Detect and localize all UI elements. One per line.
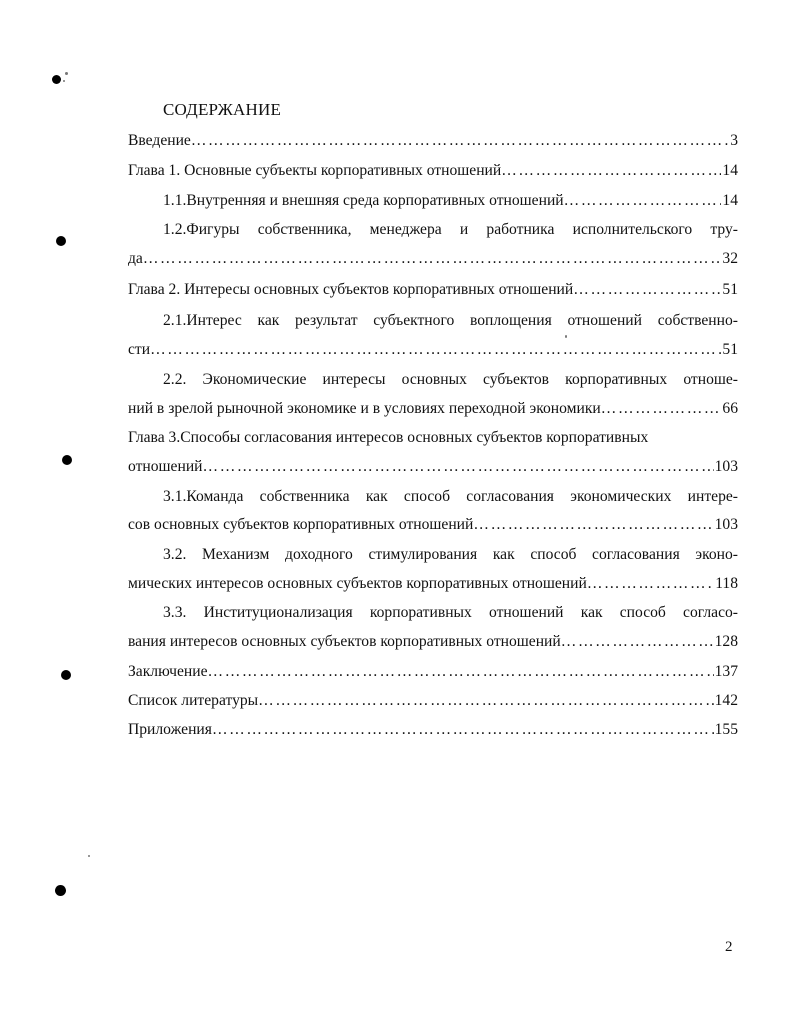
dot-leader: [501, 160, 721, 182]
toc-entry-text: 1.1.Внутренняя и внешняя среда корпоративных отношений: [163, 192, 564, 209]
toc-entry-chapter-2: [128, 279, 738, 301]
toc-entry-page: 142: [714, 692, 738, 709]
punch-hole-mark: [55, 885, 66, 896]
scan-speck: [88, 855, 90, 857]
scan-speck: [63, 80, 65, 82]
toc-entry-section-3-2-line-1: [163, 544, 738, 566]
toc-entry-introduction: [128, 130, 738, 152]
toc-entry-conclusion: [128, 661, 738, 683]
toc-entry-page: 103: [714, 516, 738, 533]
page-number: 2: [725, 939, 733, 955]
dot-leader: [150, 339, 721, 361]
toc-entry-page: 14: [722, 192, 738, 209]
toc-entry-page: 3: [730, 132, 738, 149]
scan-speck: [65, 72, 68, 75]
toc-entry-text: да: [128, 250, 143, 267]
toc-entry-page: 51: [722, 281, 738, 298]
toc-entry-page: 118: [715, 575, 738, 592]
toc-entry-section-2-1-line-2: [128, 339, 738, 361]
toc-entry-text: 2.2. Экономические интересы основных субъектов корпоративных отноше-: [163, 371, 738, 388]
punch-hole-mark: [52, 75, 61, 84]
toc-entry-section-1-2-line-2: [128, 248, 738, 270]
toc-entry-page: 128: [714, 633, 738, 650]
toc-entry-text: ний в зрелой рыночной экономике и в условиях переходной экономики: [128, 400, 601, 417]
toc-entry-bibliography: [128, 690, 738, 712]
toc-entry-text: вания интересов основных субъектов корпоративных отношений: [128, 633, 561, 650]
toc-entry-text: Глава 3.Способы согласования интересов основных субъектов корпоративных: [128, 429, 649, 446]
dot-leader: [208, 661, 714, 683]
toc-entry-text: 3.1.Команда собственника как способ согласования экономических интере-: [163, 488, 738, 505]
toc-entry-page: 51: [722, 341, 738, 358]
dot-leader: [258, 690, 713, 712]
dot-leader: [561, 631, 714, 653]
toc-entry-text: отношений: [128, 458, 203, 475]
dot-leader: [573, 279, 721, 301]
dot-leader: [587, 573, 714, 595]
toc-entry-section-2-2-line-2: [128, 398, 738, 420]
toc-entry-page: 14: [722, 162, 738, 179]
toc-entry-section-3-3-line-2: [128, 631, 738, 653]
toc-entry-appendices: [128, 719, 738, 741]
toc-entry-section-2-2-line-1: [163, 369, 738, 391]
toc-entry-section-1-2-line-1: [163, 219, 738, 241]
toc-entry-text: Введение: [128, 132, 191, 149]
toc-entry-text: 3.3. Институционализация корпоративных отношений как способ согласо-: [163, 604, 738, 621]
toc-entry-section-3-3-line-1: [163, 602, 738, 624]
dot-leader: [191, 130, 729, 152]
punch-hole-mark: [62, 455, 72, 465]
toc-entry-section-3-2-line-2: [128, 573, 738, 595]
toc-entry-page: 103: [714, 458, 738, 475]
dot-leader: [564, 190, 722, 212]
dot-leader: [203, 456, 714, 478]
toc-entry-section-3-1-line-1: [163, 486, 738, 508]
punch-hole-mark: [56, 236, 66, 246]
toc-entry-chapter-1: [128, 160, 738, 182]
dot-leader: [473, 514, 713, 536]
toc-entry-text: Глава 1. Основные субъекты корпоративных отношений: [128, 162, 502, 179]
toc-entry-text: 3.2. Механизм доходного стимулирования как способ согласования эконо-: [163, 546, 738, 563]
toc-entry-text: Глава 2. Интересы основных субъектов корпоративных отношений: [128, 281, 574, 298]
toc-entry-page: 32: [722, 250, 738, 267]
dot-leader: [601, 398, 722, 420]
toc-entry-section-1-1: [163, 190, 738, 212]
toc-entry-chapter-3-line-2: [128, 456, 738, 478]
toc-entry-text: мических интересов основных субъектов корпоративных отношений: [128, 575, 587, 592]
toc-entry-page: 155: [714, 721, 738, 738]
toc-entry-text: сти: [128, 341, 151, 358]
punch-hole-mark: [61, 670, 71, 680]
toc-entry-page: 137: [714, 663, 738, 680]
toc-entry-text: Список литературы: [128, 692, 259, 709]
toc-title: СОДЕРЖАНИЕ: [163, 100, 282, 119]
toc-entry-section-3-1-line-2: [128, 514, 738, 536]
dot-leader: [212, 719, 714, 741]
toc-entry-chapter-3-line-1: [128, 427, 738, 449]
scan-speck: [565, 335, 567, 338]
toc-entry-text: 2.1.Интерес как результат субъектного воплощения отношений собственно-: [163, 312, 738, 329]
toc-entry-text: Заключение: [128, 663, 208, 680]
toc-entry-page: 66: [722, 400, 738, 417]
toc-entry-section-2-1-line-1: [163, 310, 738, 332]
dot-leader: [143, 248, 722, 270]
toc-entry-text: 1.2.Фигуры собственника, менеджера и работника исполнительского тру-: [163, 221, 738, 238]
toc-entry-text: Приложения: [128, 721, 212, 738]
toc-entry-text: сов основных субъектов корпоративных отношений: [128, 516, 474, 533]
